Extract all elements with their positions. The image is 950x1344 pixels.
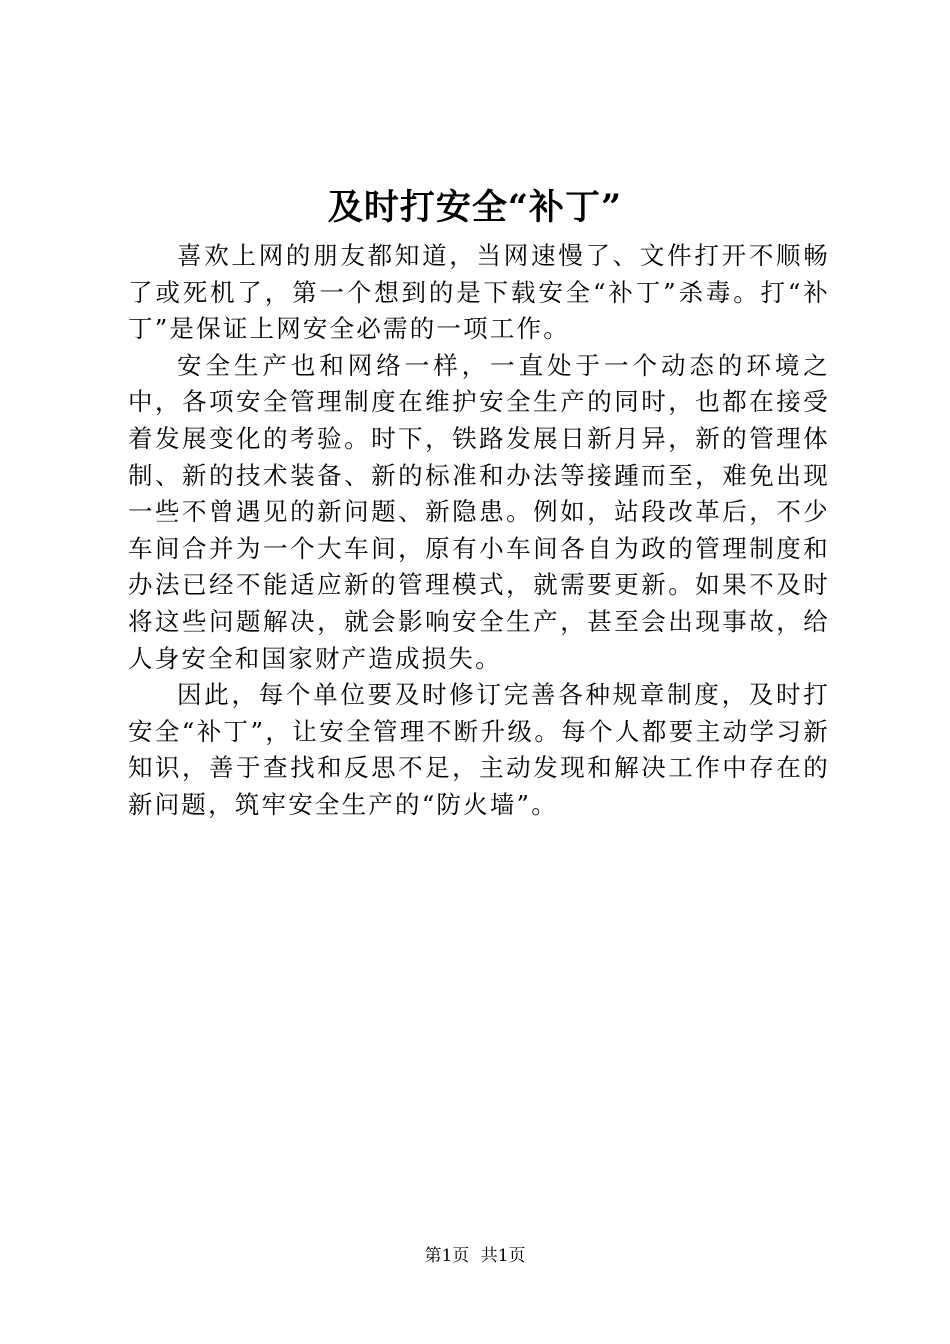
paragraph-1: 喜欢上网的朋友都知道，当网速慢了、文件打开不顺畅了或死机了，第一个想到的是下载安全“补丁”杀毒。打“补丁”是保证上网安全必需的一项工作。 — [128, 241, 830, 344]
document-title: 及时打安全“补丁” — [327, 187, 623, 228]
page-footer: 第1页 共1页 — [424, 1246, 526, 1266]
paragraph-3: 因此，每个单位要及时修订完善各种规章制度，及时打安全“补丁”，让安全管理不断升级。每个人都要主动学习新知识，善于查找和反思不足，主动发现和解决工作中存在的新问题，筑牢安全生产的“防火墙”。 — [128, 680, 830, 819]
document-body — [128, 238, 830, 824]
paragraph-2: 安全生产也和网络一样，一直处于一个动态的环境之中，各项安全管理制度在维护安全生产的同时，也都在接受着发展变化的考验。时下，铁路发展日新月异，新的管理体制、新的技术装备、新的标准和办法等接踵而至，难免出现一些不曾遇见的新问题、新隐患。例如，站段改革后，不少车间合并为一个大车间，原有小车间各自为政的管理制度和办法已经不能适应新的管理模式，就需要更新。如果不及时将这些问题解决，就会影响安全生产，甚至会出现事故，给人身安全和国家财产造成损失。 — [128, 350, 830, 673]
